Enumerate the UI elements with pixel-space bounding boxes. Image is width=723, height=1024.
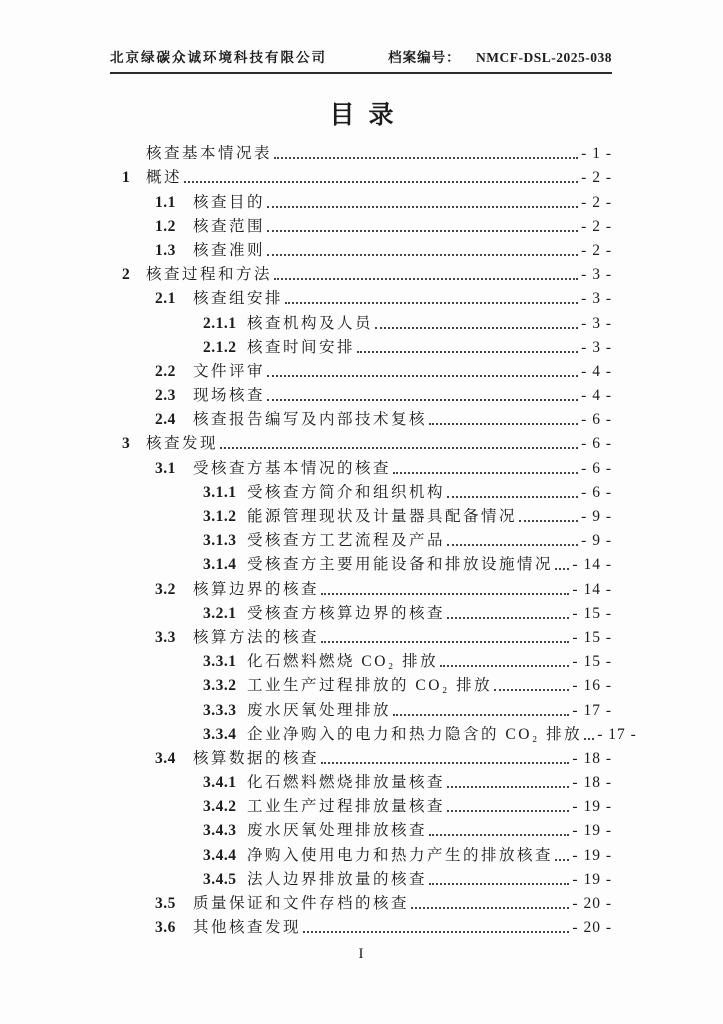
- toc-entry-title: 化石燃料燃烧 CO₂ 排放: [247, 653, 439, 671]
- toc-entry-page: - 16 -: [572, 677, 612, 695]
- toc-entry: [110, 599, 612, 623]
- toc-list: [110, 139, 637, 937]
- toc-leader-dots: [555, 568, 569, 570]
- toc-entry-title: 法人边界排放量的核查: [247, 870, 428, 888]
- toc-entry: [110, 478, 612, 502]
- toc-entry-number: 3.1.3: [203, 532, 237, 550]
- toc-entry: [110, 284, 612, 308]
- toc-entry-title: 核算方法的核查: [193, 628, 320, 646]
- toc-entry-page: - 3 -: [581, 338, 612, 356]
- toc-leader-dots: [555, 859, 569, 861]
- toc-entry-title: 工业生产过程排放的 CO₂ 排放: [247, 677, 493, 695]
- toc-entry-page: - 2 -: [581, 193, 612, 211]
- page-footer: [110, 946, 612, 963]
- toc-leader-dots: [584, 738, 594, 740]
- toc-leader-dots: [494, 689, 569, 691]
- toc-leader-dots: [393, 472, 578, 474]
- toc-entry-page: - 2 -: [581, 241, 612, 259]
- toc-leader-dots: [267, 206, 578, 208]
- toc-entry: [110, 502, 612, 526]
- toc-leader-dots: [274, 278, 578, 280]
- toc-entry: [110, 792, 612, 816]
- toc-entry-title: 工业生产过程排放量核查: [247, 798, 446, 816]
- page-title: 目录: [329, 102, 408, 129]
- toc-entry-page: - 19 -: [572, 798, 612, 816]
- toc-entry-page: - 20 -: [572, 919, 612, 937]
- toc-entry-page: - 6 -: [581, 435, 612, 453]
- toc-entry: [110, 212, 612, 236]
- toc-entry-number: 3.2.1: [203, 604, 237, 622]
- toc-entry-number: 3.4: [155, 749, 176, 767]
- toc-entry: [110, 308, 612, 332]
- toc-entry-title: 受核查方基本情况的核查: [193, 459, 392, 477]
- toc-entry-page: - 14 -: [572, 580, 612, 598]
- toc-entry-title: 文件评审: [193, 362, 266, 380]
- toc-entry-title: 受核查方简介和组织机构: [247, 483, 446, 501]
- toc-entry-number: 3.4.5: [203, 870, 237, 888]
- toc-entry-number: 2.1.1: [203, 314, 237, 332]
- toc-entry: [110, 647, 612, 671]
- toc-entry: [110, 816, 612, 840]
- toc-entry: [110, 453, 612, 477]
- toc-entry-title: 核查过程和方法: [146, 266, 273, 284]
- toc-entry-page: - 19 -: [572, 822, 612, 840]
- toc-entry-page: - 15 -: [572, 604, 612, 622]
- toc-entry-title: 受核查方工艺流程及产品: [247, 532, 446, 550]
- toc-entry: [110, 840, 612, 864]
- toc-entry: [110, 889, 612, 913]
- toc-entry-title: 受核查方主要用能设备和排放设施情况: [247, 556, 554, 574]
- toc-entry-title: 核算数据的核查: [193, 749, 320, 767]
- toc-entry-number: 3.4.3: [203, 822, 237, 840]
- toc-entry-page: - 20 -: [572, 895, 612, 912]
- toc-entry-page: - 17 -: [572, 701, 612, 719]
- toc-leader-dots: [429, 883, 569, 885]
- toc-entry-title: 核查报告编写及内部技术复核: [193, 411, 428, 429]
- toc-leader-dots: [303, 931, 569, 933]
- toc-entry-number: 2.1: [155, 290, 176, 308]
- toc-entry-number: 3.4.2: [203, 798, 237, 816]
- toc-entry-title: 核查基本情况表: [146, 145, 273, 163]
- toc-leader-dots: [440, 665, 569, 667]
- toc-entry: [110, 671, 612, 695]
- header-company-name: 北京绿碳众诚环境科技有限公司: [110, 50, 327, 65]
- toc-entry: [110, 357, 612, 381]
- toc-entry-title: 核算边界的核查: [193, 580, 320, 598]
- toc-entry-title: 核查组安排: [193, 290, 284, 308]
- toc-entry: [110, 381, 612, 405]
- toc-entry: [110, 744, 612, 768]
- toc-entry-title: 现场核查: [193, 387, 266, 405]
- toc-entry-title: 废水厌氧处理排放: [247, 701, 392, 719]
- toc-entry-title: 核查时间安排: [247, 338, 356, 356]
- toc-entry-number: 1.1: [155, 193, 176, 211]
- toc-entry-page: - 2 -: [581, 169, 612, 187]
- archive-number-value: NMCF-DSL-2025-038: [476, 50, 612, 65]
- toc-entry-number: 3.5: [155, 895, 176, 912]
- toc-entry-page: - 19 -: [572, 870, 612, 888]
- toc-entry-page: - 9 -: [581, 508, 612, 525]
- toc-leader-dots: [321, 593, 569, 595]
- toc-entry-page: - 6 -: [581, 411, 612, 429]
- toc-leader-dots: [267, 375, 578, 377]
- toc-leader-dots: [267, 230, 578, 232]
- toc-leader-dots: [267, 399, 578, 401]
- toc-leader-dots: [267, 254, 578, 256]
- toc-entry-title: 净购入使用电力和热力产生的排放核查: [247, 846, 554, 864]
- toc-entry-title: 企业净购入的电力和热力隐含的 CO₂ 排放: [247, 725, 583, 743]
- toc-entry-number: 3.1.1: [203, 483, 237, 501]
- toc-entry-page: - 15 -: [572, 628, 612, 646]
- toc-leader-dots: [447, 786, 569, 788]
- toc-leader-dots: [429, 834, 569, 836]
- toc-entry-number: 3.1.4: [203, 556, 237, 574]
- toc-entry: [110, 913, 612, 937]
- toc-entry-page: - 3 -: [581, 266, 612, 284]
- toc-entry-title: 核查准则: [193, 241, 266, 259]
- toc-entry-page: - 18 -: [572, 749, 612, 767]
- toc-entry-number: 3.3.4: [203, 725, 237, 743]
- toc-entry-number: 2.3: [155, 387, 176, 405]
- toc-entry-title: 废水厌氧处理排放核查: [247, 822, 428, 840]
- toc-entry: [110, 865, 612, 889]
- toc-entry: [110, 550, 612, 574]
- toc-entry-page: - 6 -: [581, 483, 612, 501]
- toc-entry-number: 3.3.1: [203, 653, 237, 671]
- toc-leader-dots: [220, 447, 578, 449]
- toc-entry: [110, 768, 612, 792]
- toc-entry-title: 受核查方核算边界的核查: [247, 604, 446, 622]
- toc-entry-number: 3.3.3: [203, 701, 237, 719]
- toc-entry-number: 3.3.2: [203, 677, 237, 695]
- toc-entry: [110, 139, 612, 163]
- toc-entry: [110, 526, 612, 550]
- toc-entry-title: 化石燃料燃烧排放量核查: [247, 774, 446, 792]
- toc-entry-title: 其他核查发现: [193, 919, 302, 937]
- toc-entry-page: - 19 -: [572, 846, 612, 864]
- toc-leader-dots: [375, 327, 578, 329]
- toc-entry-page: - 4 -: [581, 387, 612, 405]
- header-archive: [388, 46, 612, 66]
- toc-entry-number: 2.1.2: [203, 338, 237, 356]
- footer-page-number: I: [358, 946, 364, 962]
- toc-entry-page: - 3 -: [581, 290, 612, 308]
- toc-entry-number: 1: [122, 169, 131, 187]
- toc-entry-page: - 3 -: [581, 314, 612, 332]
- toc-entry: [110, 623, 612, 647]
- toc-leader-dots: [429, 423, 578, 425]
- toc-entry: [110, 405, 612, 429]
- toc-leader-dots: [274, 157, 578, 159]
- toc-leader-dots: [393, 714, 569, 716]
- toc-entry-page: - 18 -: [572, 774, 612, 792]
- toc-entry: [110, 163, 612, 187]
- toc-entry-number: 3.1.2: [203, 508, 237, 525]
- toc-leader-dots: [519, 520, 578, 522]
- toc-entry: [110, 236, 612, 260]
- toc-entry: [110, 429, 612, 453]
- toc-leader-dots: [411, 907, 569, 909]
- toc-leader-dots: [357, 351, 578, 353]
- toc-leader-dots: [321, 762, 569, 764]
- page-header: [110, 46, 612, 74]
- toc-entry-number: 3: [122, 435, 131, 453]
- toc-entry-title: 核查机构及人员: [247, 314, 374, 332]
- toc-entry: [110, 574, 612, 598]
- toc-entry-page: - 4 -: [581, 362, 612, 380]
- archive-number-label: 档案编号：: [388, 50, 461, 65]
- toc-entry-number: 3.1: [155, 459, 176, 477]
- toc-entry-number: 3.2: [155, 580, 176, 598]
- toc-entry: [110, 720, 637, 744]
- toc-leader-dots: [321, 641, 569, 643]
- toc-entry-number: 3.6: [155, 919, 176, 937]
- toc-leader-dots: [447, 496, 578, 498]
- toc-entry: [110, 260, 612, 284]
- toc-leader-dots: [184, 181, 578, 183]
- toc-entry-page: - 14 -: [572, 556, 612, 574]
- toc-entry-number: 1.3: [155, 241, 176, 259]
- toc-leader-dots: [285, 302, 578, 304]
- toc-entry-number: 3.3: [155, 628, 176, 646]
- toc-entry-page: - 1 -: [581, 145, 612, 163]
- toc-entry: [110, 187, 612, 211]
- toc-leader-dots: [447, 617, 569, 619]
- toc-entry-title: 质量保证和文件存档的核查: [193, 895, 410, 912]
- toc-entry-title: 能源管理现状及计量器具配备情况: [247, 508, 518, 525]
- toc-leader-dots: [447, 544, 578, 546]
- toc-entry-title: 概述: [146, 169, 183, 187]
- toc-entry-page: - 2 -: [581, 217, 612, 235]
- toc-entry-title: 核查目的: [193, 193, 266, 211]
- toc-entry-number: 1.2: [155, 217, 176, 235]
- toc-entry-page: - 15 -: [572, 653, 612, 671]
- toc-entry-title: 核查发现: [146, 435, 219, 453]
- toc-entry-number: 3.4.1: [203, 774, 237, 792]
- toc-entry-title: 核查范围: [193, 217, 266, 235]
- toc-entry-number: 2: [122, 266, 131, 284]
- toc-entry: [110, 333, 612, 357]
- toc-entry-page: - 17 -: [597, 725, 637, 743]
- toc-entry-page: - 9 -: [581, 532, 612, 550]
- toc-entry-number: 3.4.4: [203, 846, 237, 864]
- toc-leader-dots: [447, 810, 569, 812]
- toc-entry: [110, 695, 612, 719]
- toc-entry-number: 2.4: [155, 411, 176, 429]
- toc-entry-number: 2.2: [155, 362, 176, 380]
- toc-entry-page: - 6 -: [581, 459, 612, 477]
